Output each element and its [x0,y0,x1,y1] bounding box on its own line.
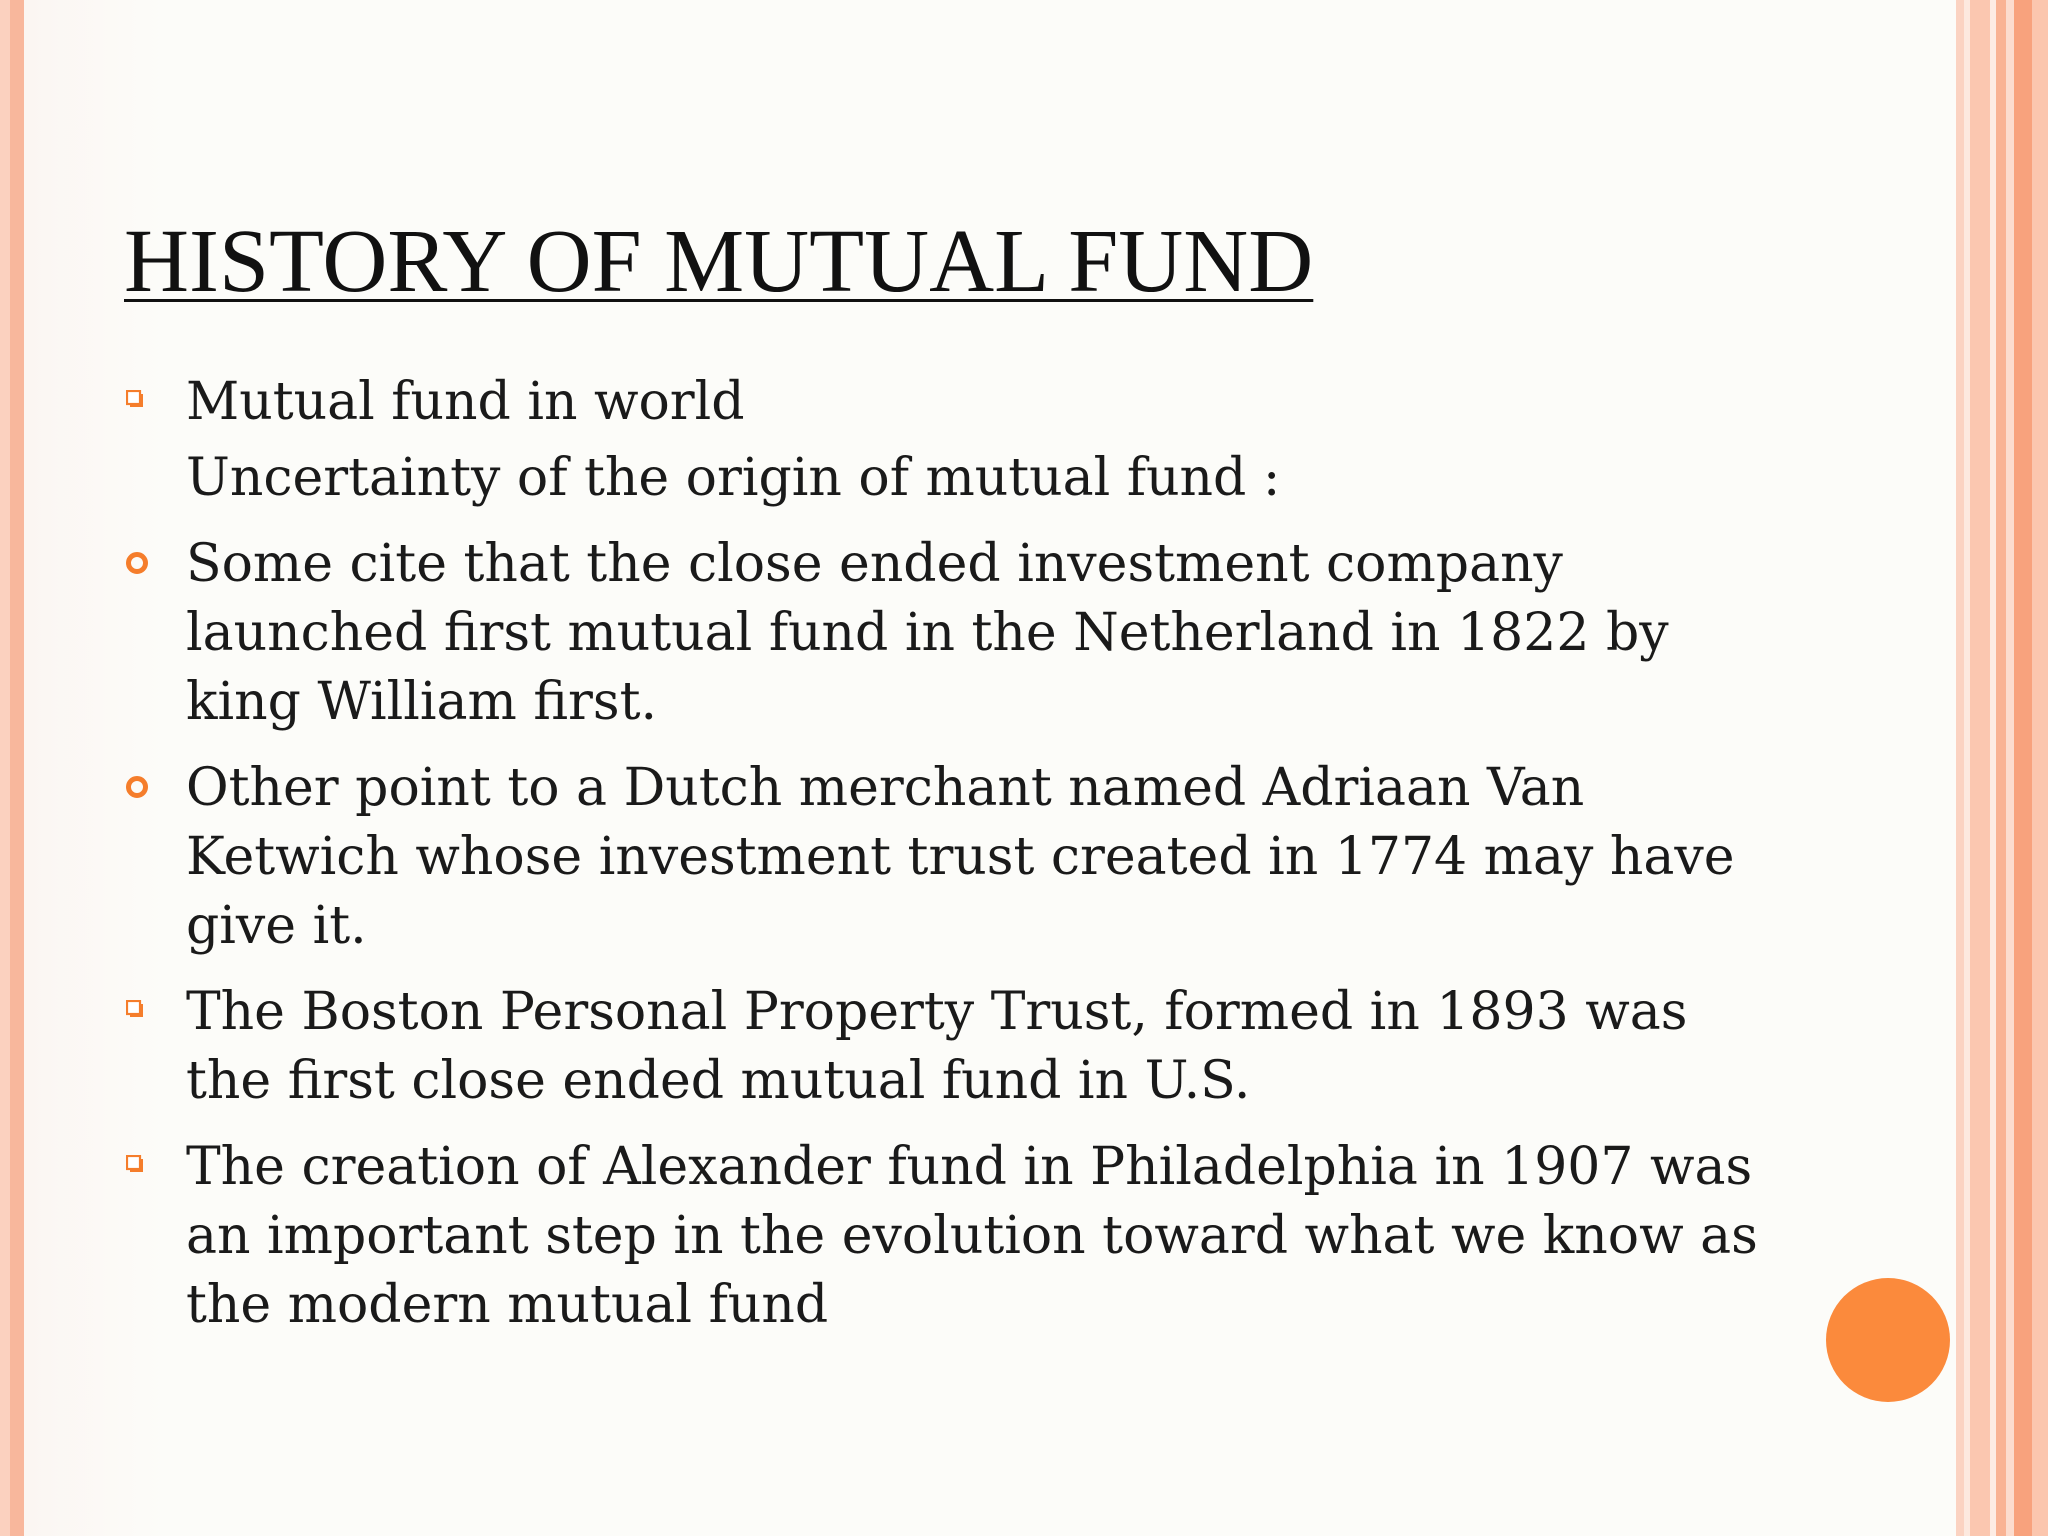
left-border-stripe [10,0,24,1536]
bullet-item [124,530,1764,737]
right-stripe [1970,0,1990,1536]
right-border-stripes [1956,0,2048,1536]
bullet-text: The Boston Personal Property Trust, formed in 1893 was the first close ended mutual fund in U.S. [186,982,1688,1111]
bullet-text: The creation of Alexander fund in Philadelphia in 1907 was an important step in the evolution toward what we know as the modern mutual fund [186,1137,1758,1335]
bullet-text: Some cite that the close ended investment company launched first mutual fund in the Netherland in 1822 by king William first. [186,534,1669,732]
bullet-text: Other point to a Dutch merchant named Adriaan Van Ketwich whose investment trust created in 1774 may have give it. [186,758,1735,956]
bullet-text: Uncertainty of the origin of mutual fund : [186,448,1281,508]
ring-bullet-icon [126,776,148,798]
right-stripe [2014,0,2032,1536]
bullet-item [124,1133,1764,1340]
bullet-text: Mutual fund in world [186,372,745,432]
slide-title: HISTORY OF MUTUAL FUND [124,212,1314,311]
left-border-decoration [0,0,10,1536]
bullet-item [124,754,1764,961]
bullet-item [124,368,1764,437]
ring-bullet-icon [126,552,148,574]
right-stripe [1956,0,1964,1536]
right-stripe [1996,0,2006,1536]
orange-circle-decoration [1826,1278,1950,1402]
right-stripe [2032,0,2048,1536]
right-stripe [2006,0,2014,1536]
square-bullet-icon [126,390,144,408]
square-bullet-icon [126,1000,144,1018]
bullet-item [124,444,1764,513]
square-bullet-icon [126,1155,144,1173]
bullet-item [124,978,1764,1116]
bullet-list [124,368,1764,1357]
